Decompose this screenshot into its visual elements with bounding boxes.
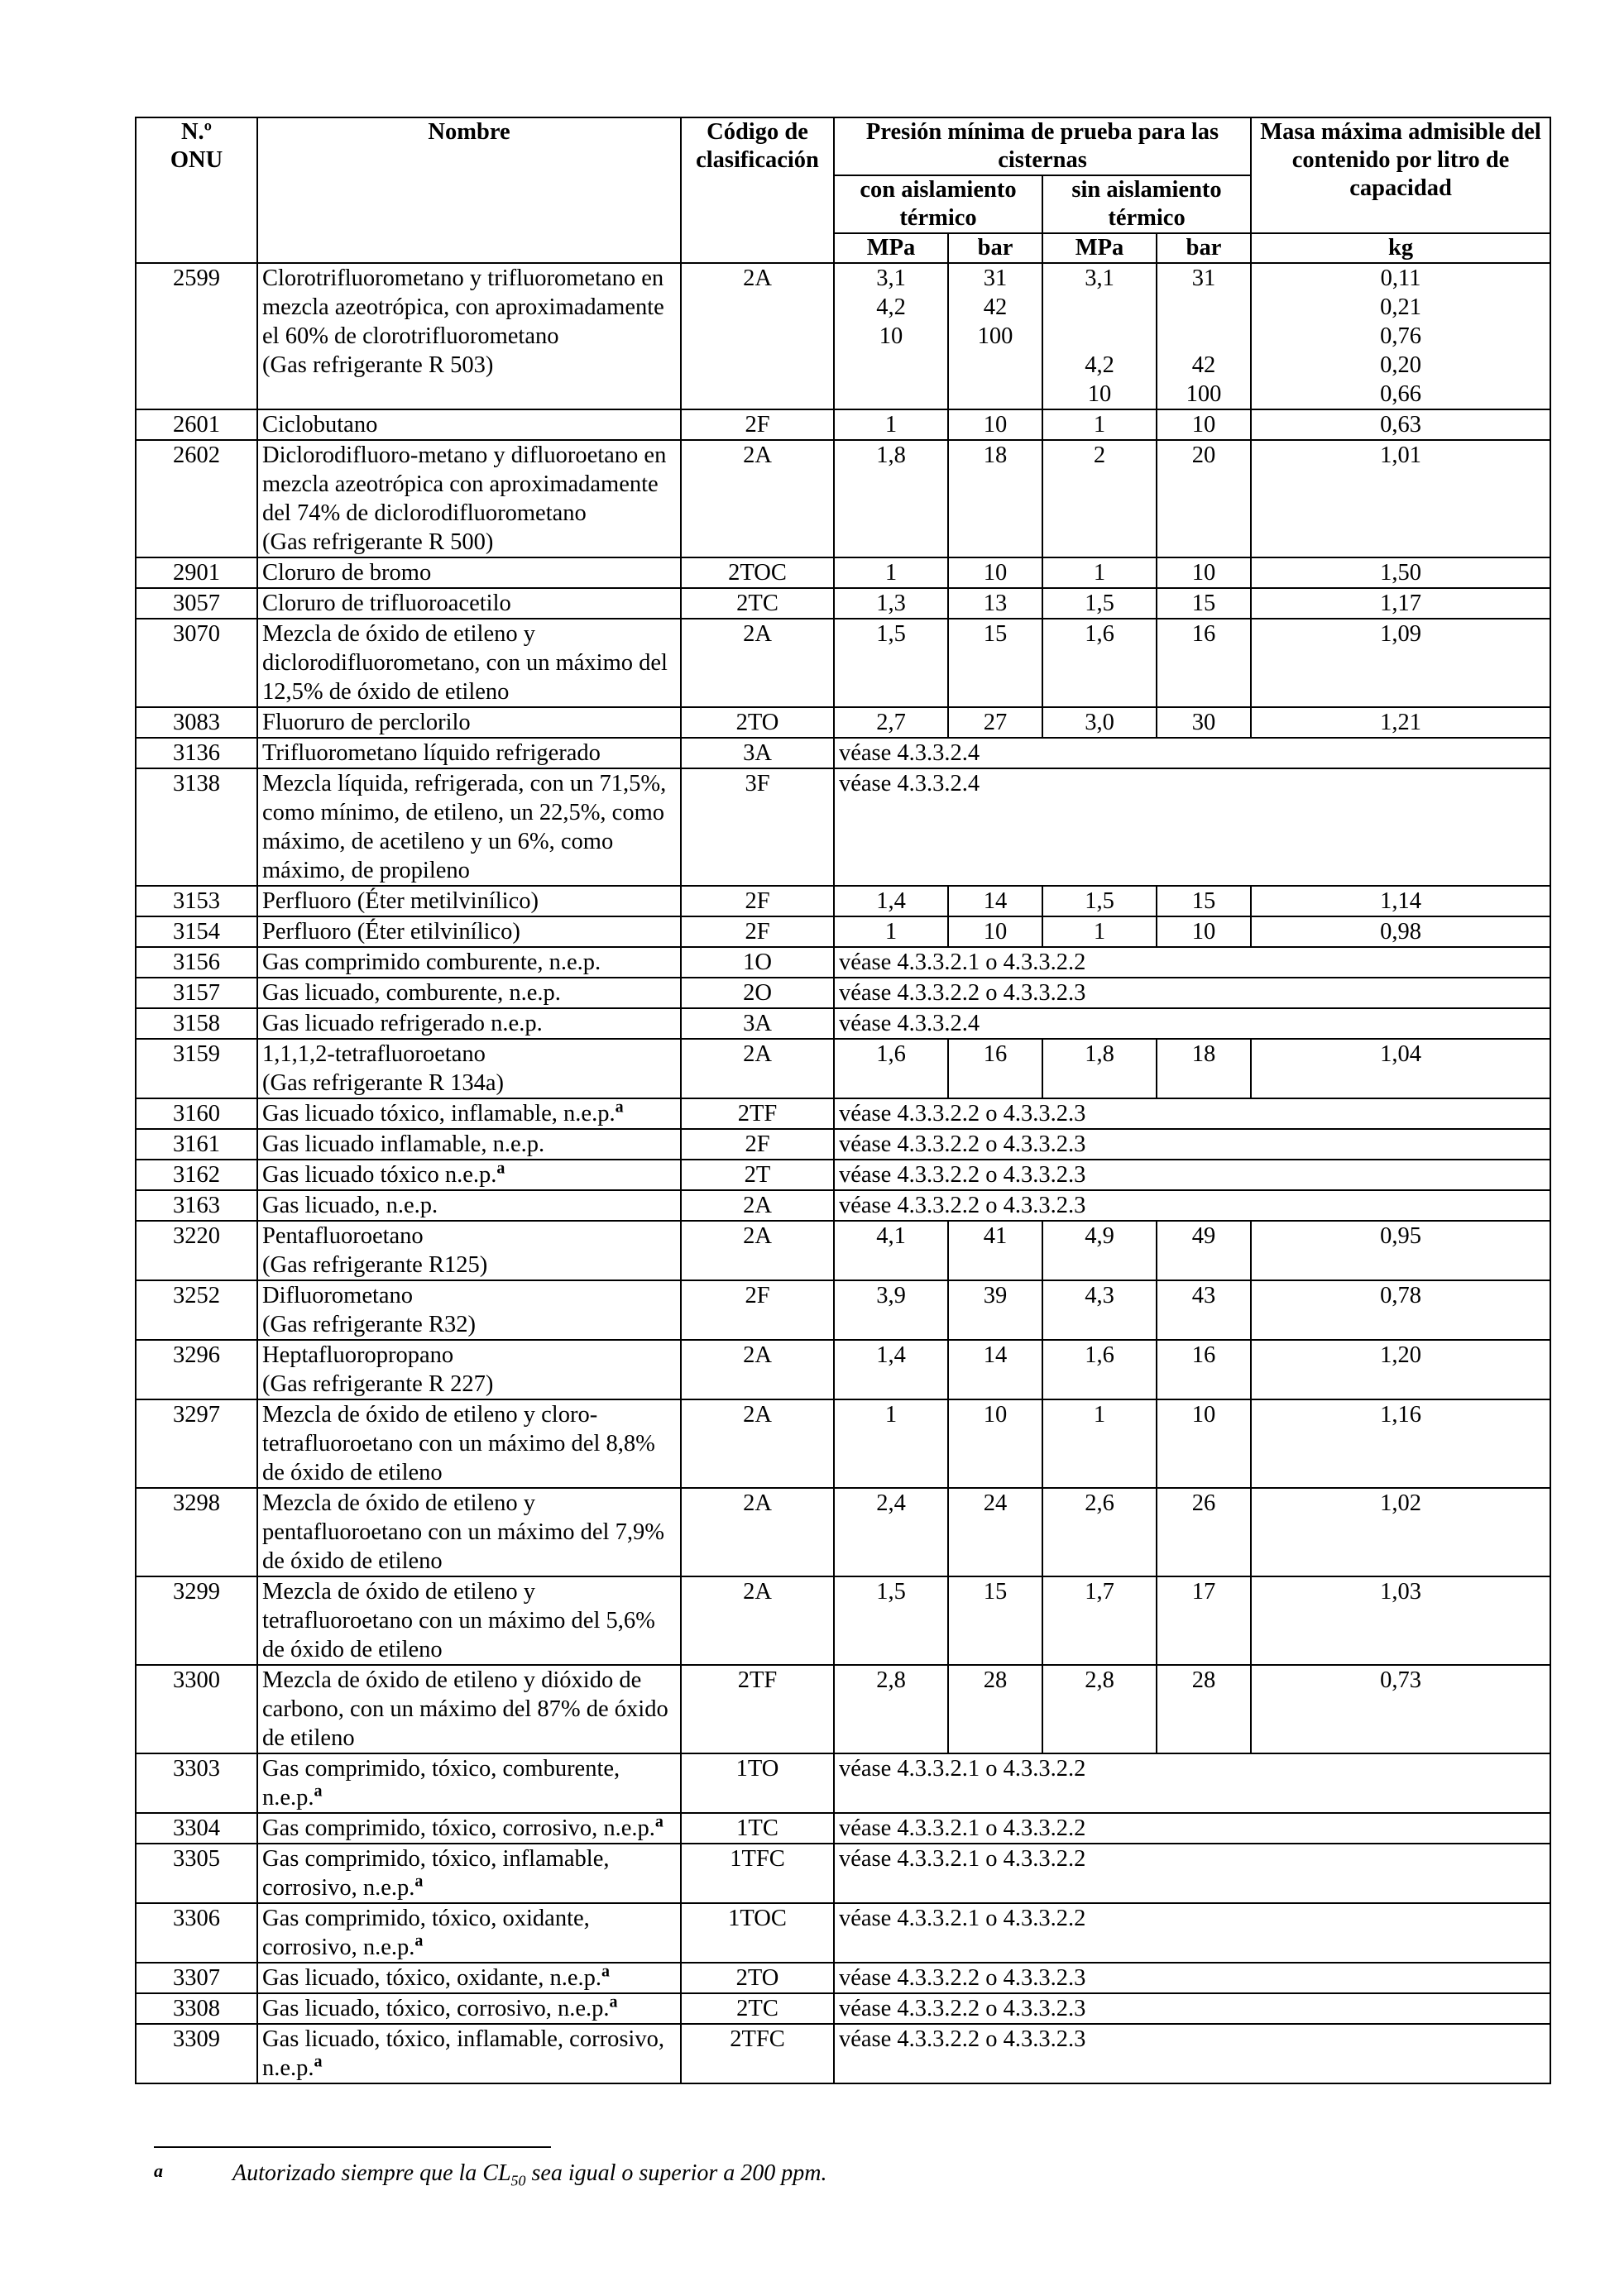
cell-nombre-text: Trifluorometano líquido refrigerado [262, 740, 601, 766]
cell-bar2: 16 [1157, 619, 1251, 707]
cell-nombre [257, 619, 681, 707]
cell-nombre [257, 978, 681, 1008]
cell-vease: véase 4.3.3.2.4 [834, 738, 1550, 768]
footnote-rule [154, 2146, 551, 2148]
cell-bar1: 39 [948, 1280, 1042, 1340]
cell-kg: 1,17 [1251, 588, 1550, 619]
cell-bar1: 16 [948, 1039, 1042, 1098]
footnote-subscript: 50 [510, 2172, 526, 2189]
table-row [136, 707, 1550, 738]
table-row [136, 263, 1550, 409]
cell-onu: 3156 [136, 947, 257, 978]
cell-kg: 0,78 [1251, 1280, 1550, 1340]
cell-nombre [257, 1129, 681, 1160]
cell-bar1: 14 [948, 886, 1042, 916]
cell-onu: 2601 [136, 409, 257, 440]
cell-vease: véase 4.3.3.2.2 o 4.3.3.2.3 [834, 978, 1550, 1008]
cell-nombre-text: Gas licuado refrigerado n.e.p. [262, 1011, 543, 1036]
cell-onu: 3162 [136, 1160, 257, 1190]
cell-onu: 3220 [136, 1221, 257, 1280]
cell-bar2: 49 [1157, 1221, 1251, 1280]
cell-nombre [257, 1665, 681, 1753]
cell-bar2: 10 [1157, 557, 1251, 588]
table-row [136, 1488, 1550, 1576]
table-row [136, 1753, 1550, 1813]
cell-nombre-text: Gas comprimido comburente, n.e.p. [262, 949, 601, 975]
footnote-ref: a [496, 1160, 505, 1178]
cell-kg: 1,21 [1251, 707, 1550, 738]
cell-onu: 3296 [136, 1340, 257, 1399]
cell-kg: 0,98 [1251, 916, 1550, 947]
cell-onu: 3160 [136, 1098, 257, 1129]
cell-onu: 3299 [136, 1576, 257, 1665]
cell-bar1: 14 [948, 1340, 1042, 1399]
cell-kg: 0,95 [1251, 1221, 1550, 1280]
table-row [136, 1340, 1550, 1399]
cell-nombre [257, 1221, 681, 1280]
table-row [136, 1665, 1550, 1753]
cell-bar2: 31 42 100 [1157, 263, 1251, 409]
cell-vease: véase 4.3.3.2.2 o 4.3.3.2.3 [834, 2024, 1550, 2083]
cell-kg: 1,16 [1251, 1399, 1550, 1488]
cell-kg: 1,20 [1251, 1340, 1550, 1399]
cell-codigo: 2A [681, 1399, 834, 1488]
cell-codigo: 2O [681, 978, 834, 1008]
cell-nombre [257, 1039, 681, 1098]
header-unit-kg: kg [1251, 233, 1550, 263]
cell-bar1: 24 [948, 1488, 1042, 1576]
cell-nombre-text: Mezcla de óxido de etileno y diclorodifluorometano, con un máximo del 12,5% de óxido de etileno [262, 621, 668, 705]
cell-kg: 1,14 [1251, 886, 1550, 916]
cell-vease: véase 4.3.3.2.1 o 4.3.3.2.2 [834, 947, 1550, 978]
cell-bar1: 31 42 100 [948, 263, 1042, 409]
cell-mpa2: 4,3 [1042, 1280, 1157, 1340]
cell-codigo: 2TF [681, 1098, 834, 1129]
cell-nombre-text: Gas licuado, comburente, n.e.p. [262, 980, 561, 1006]
header-codigo: Código de clasificación [681, 117, 834, 263]
cell-onu: 3158 [136, 1008, 257, 1039]
footnote-text [232, 2160, 827, 2190]
cell-nombre-text: Ciclobutano [262, 412, 378, 438]
cell-bar2: 17 [1157, 1576, 1251, 1665]
header-unit-mpa-con: MPa [834, 233, 948, 263]
cell-onu: 3308 [136, 1993, 257, 2024]
cell-bar1: 15 [948, 619, 1042, 707]
cell-codigo: 2TO [681, 1963, 834, 1993]
cell-nombre-text: Heptafluoropropano (Gas refrigerante R 227) [262, 1342, 494, 1397]
cell-nombre-text: Gas licuado inflamable, n.e.p. [262, 1131, 545, 1157]
cell-codigo: 2A [681, 1488, 834, 1576]
cell-nombre [257, 738, 681, 768]
cell-mpa2: 1,7 [1042, 1576, 1157, 1665]
cell-vease: véase 4.3.3.2.4 [834, 768, 1550, 886]
cell-nombre-text: Gas licuado, n.e.p. [262, 1193, 438, 1218]
cell-nombre [257, 1488, 681, 1576]
cell-vease: véase 4.3.3.2.4 [834, 1008, 1550, 1039]
cell-codigo: 3F [681, 768, 834, 886]
cell-bar1: 27 [948, 707, 1042, 738]
cell-codigo: 2A [681, 619, 834, 707]
header-unit-bar-con: bar [948, 233, 1042, 263]
table-row [136, 1098, 1550, 1129]
cell-nombre [257, 1844, 681, 1903]
cell-nombre [257, 1008, 681, 1039]
cell-bar2: 18 [1157, 1039, 1251, 1098]
table-row [136, 1813, 1550, 1844]
cell-nombre [257, 768, 681, 886]
header-presion: Presión mínima de prueba para las cisternas [834, 117, 1251, 175]
cell-mpa2: 1 [1042, 557, 1157, 588]
cell-codigo: 2F [681, 886, 834, 916]
cell-vease: véase 4.3.3.2.2 o 4.3.3.2.3 [834, 1129, 1550, 1160]
table-row [136, 1844, 1550, 1903]
cell-onu: 3298 [136, 1488, 257, 1576]
footnote-ref: a [609, 1993, 618, 2011]
cell-mpa2: 1 [1042, 1399, 1157, 1488]
cell-codigo: 2A [681, 1190, 834, 1221]
cell-mpa2: 3,1 4,2 10 [1042, 263, 1157, 409]
cell-onu: 3138 [136, 768, 257, 886]
table-row [136, 409, 1550, 440]
table-row [136, 1576, 1550, 1665]
cell-bar1: 41 [948, 1221, 1042, 1280]
cell-nombre [257, 1160, 681, 1190]
table-row [136, 1008, 1550, 1039]
footnote-ref: a [654, 1813, 663, 1831]
cell-vease: véase 4.3.3.2.2 o 4.3.3.2.3 [834, 1160, 1550, 1190]
header-onu: N.º ONU [136, 117, 257, 263]
cell-codigo: 2TOC [681, 557, 834, 588]
table-row [136, 1039, 1550, 1098]
cell-bar2: 15 [1157, 588, 1251, 619]
cell-mpa1: 2,8 [834, 1665, 948, 1753]
cell-nombre-text: Mezcla de óxido de etileno y tetrafluoroetano con un máximo del 5,6% de óxido de etileno [262, 1579, 655, 1662]
cell-bar2: 16 [1157, 1340, 1251, 1399]
cell-nombre-text: 1,1,1,2-tetrafluoroetano (Gas refrigerante R 134a) [262, 1041, 504, 1096]
cell-codigo: 1TOC [681, 1903, 834, 1963]
cell-mpa2: 2 [1042, 440, 1157, 557]
table-body [136, 263, 1550, 2083]
cell-onu: 3154 [136, 916, 257, 947]
footnote-ref: a [314, 1782, 323, 1801]
cell-nombre-text: Fluoruro de perclorilo [262, 710, 471, 735]
cell-mpa2: 1,8 [1042, 1039, 1157, 1098]
cell-mpa1: 1 [834, 916, 948, 947]
table-row [136, 1963, 1550, 1993]
cell-vease: véase 4.3.3.2.1 o 4.3.3.2.2 [834, 1844, 1550, 1903]
header-unit-mpa-sin: MPa [1042, 233, 1157, 263]
cell-bar1: 18 [948, 440, 1042, 557]
cell-mpa1: 1,3 [834, 588, 948, 619]
cell-vease: véase 4.3.3.2.2 o 4.3.3.2.3 [834, 1098, 1550, 1129]
cell-onu: 3307 [136, 1963, 257, 1993]
table-row [136, 1221, 1550, 1280]
cell-nombre [257, 707, 681, 738]
cell-mpa1: 2,4 [834, 1488, 948, 1576]
table-row [136, 1129, 1550, 1160]
cell-nombre [257, 263, 681, 409]
cell-nombre [257, 947, 681, 978]
footnote-ref: a [314, 2052, 323, 2071]
cell-mpa1: 1,8 [834, 440, 948, 557]
cell-onu: 3153 [136, 886, 257, 916]
cell-vease: véase 4.3.3.2.1 o 4.3.3.2.2 [834, 1813, 1550, 1844]
cell-mpa1: 3,9 [834, 1280, 948, 1340]
cell-kg: 1,50 [1251, 557, 1550, 588]
cell-nombre [257, 588, 681, 619]
cell-onu: 3306 [136, 1903, 257, 1963]
cell-nombre [257, 886, 681, 916]
cell-mpa1: 2,7 [834, 707, 948, 738]
cell-codigo: 1O [681, 947, 834, 978]
cell-kg: 1,04 [1251, 1039, 1550, 1098]
cell-bar1: 10 [948, 557, 1042, 588]
cell-nombre-text: Gas comprimido, tóxico, inflamable, corrosivo, n.e.p. [262, 1846, 610, 1901]
table-row [136, 1399, 1550, 1488]
cell-nombre-text: Gas licuado tóxico n.e.p. [262, 1162, 497, 1188]
cell-nombre [257, 2024, 681, 2083]
cell-nombre [257, 1576, 681, 1665]
table-row [136, 738, 1550, 768]
table-row [136, 768, 1550, 886]
cell-bar2: 20 [1157, 440, 1251, 557]
cell-vease: véase 4.3.3.2.2 o 4.3.3.2.3 [834, 1993, 1550, 2024]
cell-onu: 3304 [136, 1813, 257, 1844]
table-row [136, 978, 1550, 1008]
cell-mpa1: 1,5 [834, 619, 948, 707]
cell-codigo: 2T [681, 1160, 834, 1190]
table-row [136, 557, 1550, 588]
footnote-ref: a [601, 1963, 610, 1981]
cell-bar1: 28 [948, 1665, 1042, 1753]
footnote-ref: a [414, 1872, 424, 1891]
cell-mpa1: 1 [834, 409, 948, 440]
table-row [136, 1160, 1550, 1190]
cell-bar2: 28 [1157, 1665, 1251, 1753]
table-row [136, 588, 1550, 619]
cell-nombre [257, 1280, 681, 1340]
cell-nombre-text: Mezcla líquida, refrigerada, con un 71,5%, como mínimo, de etileno, un 22,5%, como máximo, de acetileno y un 6%, como máximo, de propileno [262, 771, 667, 883]
cell-mpa1: 3,1 4,2 10 [834, 263, 948, 409]
table-row [136, 619, 1550, 707]
footnote-ref: a [615, 1098, 624, 1117]
cell-onu: 2599 [136, 263, 257, 409]
cell-kg: 1,02 [1251, 1488, 1550, 1576]
cell-codigo: 2A [681, 440, 834, 557]
header-nombre: Nombre [257, 117, 681, 263]
cell-kg: 1,01 [1251, 440, 1550, 557]
cell-onu: 3309 [136, 2024, 257, 2083]
cell-codigo: 2F [681, 1280, 834, 1340]
table-row [136, 1903, 1550, 1963]
cell-nombre-text: Mezcla de óxido de etileno y dióxido de carbono, con un máximo del 87% de óxido de etileno [262, 1667, 668, 1751]
cell-codigo: 3A [681, 738, 834, 768]
cell-nombre-text: Gas licuado, tóxico, oxidante, n.e.p. [262, 1965, 601, 1991]
cell-nombre [257, 1340, 681, 1399]
cell-vease: véase 4.3.3.2.1 o 4.3.3.2.2 [834, 1903, 1550, 1963]
cell-codigo: 2A [681, 1576, 834, 1665]
cell-codigo: 1TFC [681, 1844, 834, 1903]
cell-nombre [257, 1098, 681, 1129]
cell-mpa1: 1,4 [834, 1340, 948, 1399]
cell-vease: véase 4.3.3.2.2 o 4.3.3.2.3 [834, 1190, 1550, 1221]
cell-nombre [257, 1399, 681, 1488]
cell-bar1: 10 [948, 409, 1042, 440]
cell-mpa2: 1,5 [1042, 588, 1157, 619]
cell-nombre-text: Perfluoro (Éter metilvinílico) [262, 888, 539, 914]
cell-mpa1: 1 [834, 557, 948, 588]
table-row [136, 916, 1550, 947]
cell-codigo: 2TO [681, 707, 834, 738]
cell-vease: véase 4.3.3.2.1 o 4.3.3.2.2 [834, 1753, 1550, 1813]
cell-nombre-text: Cloruro de bromo [262, 560, 432, 586]
cell-bar2: 15 [1157, 886, 1251, 916]
cell-kg: 0,63 [1251, 409, 1550, 440]
cell-mpa1: 1,5 [834, 1576, 948, 1665]
table-row [136, 2024, 1550, 2083]
cell-codigo: 2A [681, 1221, 834, 1280]
cell-mpa1: 1 [834, 1399, 948, 1488]
cell-mpa2: 1,5 [1042, 886, 1157, 916]
cell-nombre-text: Diclorodifluoro-metano y difluoroetano en mezcla azeotrópica con aproximadamente del 74% de diclorodifluorometano (Gas refrigerante R 500) [262, 442, 667, 555]
cell-mpa2: 3,0 [1042, 707, 1157, 738]
cell-mpa1: 1,4 [834, 886, 948, 916]
cell-onu: 3297 [136, 1399, 257, 1488]
cell-nombre-text: Difluorometano (Gas refrigerante R32) [262, 1283, 476, 1337]
cell-nombre [257, 1190, 681, 1221]
cell-codigo: 1TO [681, 1753, 834, 1813]
cell-onu: 3157 [136, 978, 257, 1008]
cell-nombre [257, 1753, 681, 1813]
cell-nombre [257, 557, 681, 588]
cell-kg: 0,73 [1251, 1665, 1550, 1753]
cell-bar2: 10 [1157, 916, 1251, 947]
cell-mpa2: 2,6 [1042, 1488, 1157, 1576]
cell-onu: 3300 [136, 1665, 257, 1753]
footnote-mark: a [154, 2160, 163, 2181]
cell-nombre-text: Mezcla de óxido de etileno y pentafluoroetano con un máximo del 7,9% de óxido de etileno [262, 1490, 664, 1574]
footnote-text-after: sea igual o superior a 200 ppm. [525, 2160, 827, 2186]
cell-mpa2: 1,6 [1042, 619, 1157, 707]
gas-table [135, 117, 1551, 2084]
table-header [136, 117, 1550, 263]
cell-mpa2: 1 [1042, 409, 1157, 440]
cell-onu: 2602 [136, 440, 257, 557]
cell-nombre-text: Gas comprimido, tóxico, oxidante, corrosivo, n.e.p. [262, 1906, 590, 1960]
cell-onu: 3161 [136, 1129, 257, 1160]
cell-nombre [257, 409, 681, 440]
table-row [136, 1993, 1550, 2024]
cell-codigo: 2A [681, 1340, 834, 1399]
cell-kg: 0,11 0,21 0,76 0,20 0,66 [1251, 263, 1550, 409]
table-row [136, 440, 1550, 557]
table-row [136, 947, 1550, 978]
cell-nombre [257, 1963, 681, 1993]
cell-nombre-text: Gas comprimido, tóxico, corrosivo, n.e.p. [262, 1815, 655, 1841]
cell-nombre [257, 916, 681, 947]
cell-nombre-text: Mezcla de óxido de etileno y cloro-tetrafluoroetano con un máximo del 8,8% de óxido de etileno [262, 1402, 655, 1485]
cell-codigo: 3A [681, 1008, 834, 1039]
cell-nombre-text: Gas licuado, tóxico, corrosivo, n.e.p. [262, 1996, 610, 2021]
cell-nombre [257, 1813, 681, 1844]
cell-nombre-text: Cloruro de trifluoroacetilo [262, 591, 511, 616]
cell-mpa2: 2,8 [1042, 1665, 1157, 1753]
cell-bar1: 10 [948, 1399, 1042, 1488]
cell-nombre-text: Clorotrifluorometano y trifluorometano en mezcla azeotrópica, con aproximadamente el 60% de clorotrifluorometano (Gas refrigerante R 503) [262, 265, 664, 378]
cell-onu: 3070 [136, 619, 257, 707]
cell-bar2: 10 [1157, 409, 1251, 440]
cell-bar1: 15 [948, 1576, 1042, 1665]
header-masa: Masa máxima admisible del contenido por litro de capacidad [1251, 117, 1550, 233]
cell-codigo: 2A [681, 263, 834, 409]
cell-mpa2: 1,6 [1042, 1340, 1157, 1399]
cell-onu: 3163 [136, 1190, 257, 1221]
cell-onu: 3305 [136, 1844, 257, 1903]
cell-bar1: 10 [948, 916, 1042, 947]
cell-nombre-text: Gas licuado, tóxico, inflamable, corrosivo, n.e.p. [262, 2026, 664, 2081]
cell-nombre [257, 440, 681, 557]
cell-bar2: 10 [1157, 1399, 1251, 1488]
cell-onu: 3136 [136, 738, 257, 768]
cell-mpa2: 4,9 [1042, 1221, 1157, 1280]
cell-codigo: 2F [681, 409, 834, 440]
cell-codigo: 2TFC [681, 2024, 834, 2083]
cell-onu: 3159 [136, 1039, 257, 1098]
table-row [136, 1190, 1550, 1221]
footnote-text-before: Autorizado siempre que la CL [232, 2160, 511, 2186]
cell-bar1: 13 [948, 588, 1042, 619]
cell-onu: 3303 [136, 1753, 257, 1813]
cell-mpa2: 1 [1042, 916, 1157, 947]
cell-codigo: 2A [681, 1039, 834, 1098]
cell-codigo: 2F [681, 916, 834, 947]
cell-nombre-text: Pentafluoroetano (Gas refrigerante R125) [262, 1223, 488, 1278]
cell-codigo: 2TC [681, 1993, 834, 2024]
cell-kg: 1,03 [1251, 1576, 1550, 1665]
cell-onu: 2901 [136, 557, 257, 588]
cell-onu: 3057 [136, 588, 257, 619]
cell-bar2: 26 [1157, 1488, 1251, 1576]
cell-codigo: 2TF [681, 1665, 834, 1753]
cell-mpa1: 1,6 [834, 1039, 948, 1098]
cell-nombre [257, 1993, 681, 2024]
cell-mpa1: 4,1 [834, 1221, 948, 1280]
cell-nombre [257, 1903, 681, 1963]
table-row [136, 1280, 1550, 1340]
cell-onu: 3252 [136, 1280, 257, 1340]
cell-nombre-text: Perfluoro (Éter etilvinílico) [262, 919, 520, 945]
cell-onu: 3083 [136, 707, 257, 738]
cell-vease: véase 4.3.3.2.2 o 4.3.3.2.3 [834, 1963, 1550, 1993]
cell-kg: 1,09 [1251, 619, 1550, 707]
cell-bar2: 43 [1157, 1280, 1251, 1340]
header-con-aislamiento: con aislamiento térmico [834, 175, 1042, 233]
cell-nombre-text: Gas licuado tóxico, inflamable, n.e.p. [262, 1101, 616, 1126]
cell-nombre-text: Gas comprimido, tóxico, comburente, n.e.p. [262, 1756, 620, 1810]
cell-bar2: 30 [1157, 707, 1251, 738]
cell-codigo: 2F [681, 1129, 834, 1160]
header-sin-aislamiento: sin aislamiento térmico [1042, 175, 1251, 233]
cell-codigo: 1TC [681, 1813, 834, 1844]
table-row [136, 886, 1550, 916]
cell-codigo: 2TC [681, 588, 834, 619]
footnote-ref: a [414, 1931, 424, 1950]
header-unit-bar-sin: bar [1157, 233, 1251, 263]
